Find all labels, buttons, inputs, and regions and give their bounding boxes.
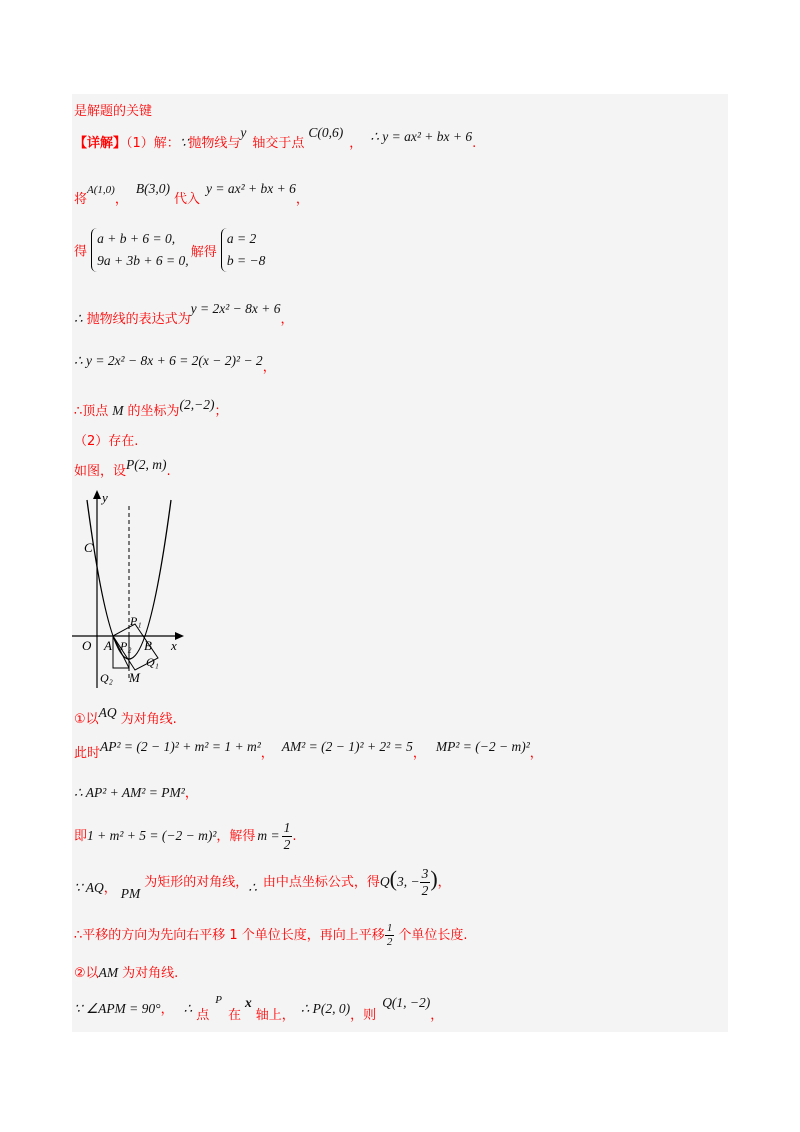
solution-b: b = −8 — [226, 253, 266, 268]
label-q1: Q₁ — [146, 655, 159, 669]
math-p-coords: ∴ P(2, 0) — [300, 1001, 351, 1016]
text-line-13 — [74, 820, 297, 853]
math-point-p: P(2, m) — [126, 457, 167, 472]
text-fragment: 轴上， — [255, 1008, 295, 1023]
text-fragment: 轴交于点 — [252, 136, 305, 151]
label-a: A — [104, 638, 112, 653]
text-fragment: 得 — [74, 244, 88, 260]
text-line-14 — [74, 866, 451, 905]
text-line-11 — [74, 739, 543, 761]
math-y: y — [240, 125, 247, 140]
text-fragment: 抛物线与 — [188, 136, 241, 151]
text-fragment: 为矩形的对角线， — [144, 875, 249, 890]
period: . — [472, 136, 477, 151]
math-am: AM — [98, 965, 119, 980]
comma: ， — [262, 360, 276, 375]
math-aq: AQ — [98, 705, 117, 720]
math-expression: ∴ y = 2x² − 8x + 6 = 2(x − 2)² − 2 — [74, 353, 263, 368]
text-line-2 — [74, 125, 477, 151]
math-aq: ∵ AQ — [74, 880, 104, 895]
system-eq-1: a + b + 6 = 0, — [97, 231, 176, 246]
text-fragment: 代入 — [173, 192, 200, 207]
text-line-9 — [74, 457, 171, 479]
comma: ， — [260, 746, 274, 761]
comma: ， — [280, 312, 294, 327]
numerator: 3 — [421, 866, 429, 881]
text-fragment: 为对角线. — [122, 966, 179, 981]
comma: ， — [184, 786, 198, 801]
text-line-12 — [74, 782, 198, 801]
text-fragment: ，则 — [350, 1008, 377, 1023]
system-eq-2: 9a + 3b + 6 = 0, — [97, 253, 189, 268]
text-fragment: 解得 — [190, 244, 217, 260]
therefore-symbol: ∴ — [183, 1001, 193, 1016]
math-pm: PM — [120, 886, 141, 901]
text-line-10 — [74, 705, 177, 727]
solution-a: a = 2 — [226, 231, 257, 246]
comma: ， — [437, 875, 451, 890]
comma: ， — [160, 1002, 174, 1017]
fraction-three-halves — [420, 866, 431, 899]
paren-right: ) — [430, 866, 438, 891]
text-line-8 — [74, 430, 138, 449]
math-angle: ∵ ∠APM = 90° — [74, 1001, 161, 1016]
math-point-a: A(1,0) — [87, 184, 115, 196]
comma: ， — [349, 136, 363, 151]
fraction-one-half — [385, 922, 395, 949]
text-fragment: 如图，设 — [74, 464, 127, 479]
label-y: y — [102, 490, 108, 505]
text-fragment: 将 — [74, 192, 88, 207]
label-m: M — [129, 670, 140, 685]
paren-left: ( — [389, 866, 397, 891]
denominator: 2 — [421, 883, 429, 898]
period: . — [166, 464, 171, 479]
text-fragment: 由中点坐标公式，得 — [262, 875, 380, 890]
text-fragment: 点 — [196, 1008, 210, 1023]
math-point-b: B(3,0) — [135, 181, 170, 196]
text-fragment: ①以 — [74, 712, 99, 727]
text-line-5 — [74, 301, 294, 327]
text-fragment: ∴平移的方向为先向右平移 1 个单位长度，再向上平移 — [74, 928, 385, 943]
intro-text: 是解题的关键 — [74, 104, 153, 119]
text-fragment: ②以 — [74, 966, 99, 981]
detail-tag: 【详解】 — [74, 136, 127, 151]
text-line-17 — [74, 994, 444, 1023]
label-b: B — [144, 638, 152, 653]
text-line-1 — [74, 100, 152, 119]
math-point-c: C(0,6) — [308, 125, 344, 140]
denominator: 2 — [386, 936, 393, 948]
math-expression: y = 2x² − 8x + 6 — [190, 301, 281, 316]
text-fragment: 抛物线的表达式为 — [86, 312, 191, 327]
numerator: 1 — [386, 922, 393, 934]
text-fragment: 在 — [227, 1008, 241, 1023]
comma: ， — [103, 881, 117, 896]
because-symbol: ∵ — [179, 135, 189, 150]
text-line-7 — [74, 397, 228, 419]
numerator: 1 — [283, 820, 291, 835]
therefore-symbol: ∴ — [74, 311, 83, 326]
math-ap-squared: AP² = (2 − 1)² + m² = 1 + m² — [100, 739, 261, 754]
text-fragment: 的坐标为 — [127, 404, 180, 419]
text-fragment: ∴顶点 — [74, 404, 109, 419]
text-line-4 — [74, 228, 265, 272]
label-o: O — [82, 638, 92, 653]
text-line-15 — [74, 922, 467, 949]
math-x: x — [244, 995, 252, 1010]
comma: ， — [430, 1008, 444, 1023]
semicolon: ； — [214, 404, 228, 419]
period: . — [292, 829, 297, 844]
part-two-label: （2）存在. — [74, 434, 139, 449]
comma: ， — [295, 192, 309, 207]
label-p2: P₂ — [120, 639, 132, 653]
math-m: M — [112, 403, 124, 418]
text-fragment: 为对角线. — [120, 712, 177, 727]
text-fragment: ，解得 — [216, 829, 256, 844]
text-line-16 — [74, 962, 178, 981]
label-p1: P₁ — [130, 614, 142, 628]
math-equation: 1 + m² + 5 = (−2 − m)² — [87, 828, 217, 843]
label-q2: Q₂ — [100, 671, 113, 685]
label-x: x — [171, 638, 177, 653]
comma: ， — [412, 746, 426, 761]
text-fragment: 个单位长度. — [398, 928, 468, 943]
comma: ， — [529, 746, 543, 761]
comma: ， — [114, 192, 128, 207]
parabola-figure — [72, 488, 192, 688]
denominator: 2 — [283, 837, 291, 852]
math-am-squared: AM² = (2 − 1)² + 2² = 5 — [281, 739, 413, 754]
equation-system — [91, 228, 188, 272]
math-mp-squared: MP² = (−2 − m)² — [435, 739, 530, 754]
math-m-equals: m = — [257, 828, 280, 843]
math-q-coords: Q(1, −2) — [382, 995, 431, 1010]
text-fragment: 即 — [74, 829, 88, 844]
math-pythagoras: ∴ AP² + AM² = PM² — [74, 785, 185, 800]
text-line-3 — [74, 181, 309, 207]
solution-label: （1）解： — [126, 136, 180, 151]
math-p: P — [215, 994, 222, 1006]
math-equation: ∴ y = ax² + bx + 6 — [370, 129, 473, 144]
label-c: C — [84, 540, 93, 555]
math-equation: y = ax² + bx + 6 — [205, 181, 296, 196]
therefore-symbol: ∴ — [248, 880, 257, 895]
math-q: Q — [379, 874, 390, 889]
math-q-coords: 3, − — [396, 874, 420, 889]
text-line-6 — [74, 350, 276, 375]
math-vertex: (2,−2) — [179, 397, 215, 412]
text-fragment: 此时 — [74, 746, 101, 761]
solution-system — [221, 228, 265, 272]
fraction-one-half — [282, 820, 293, 853]
y-axis-arrow — [93, 490, 101, 499]
